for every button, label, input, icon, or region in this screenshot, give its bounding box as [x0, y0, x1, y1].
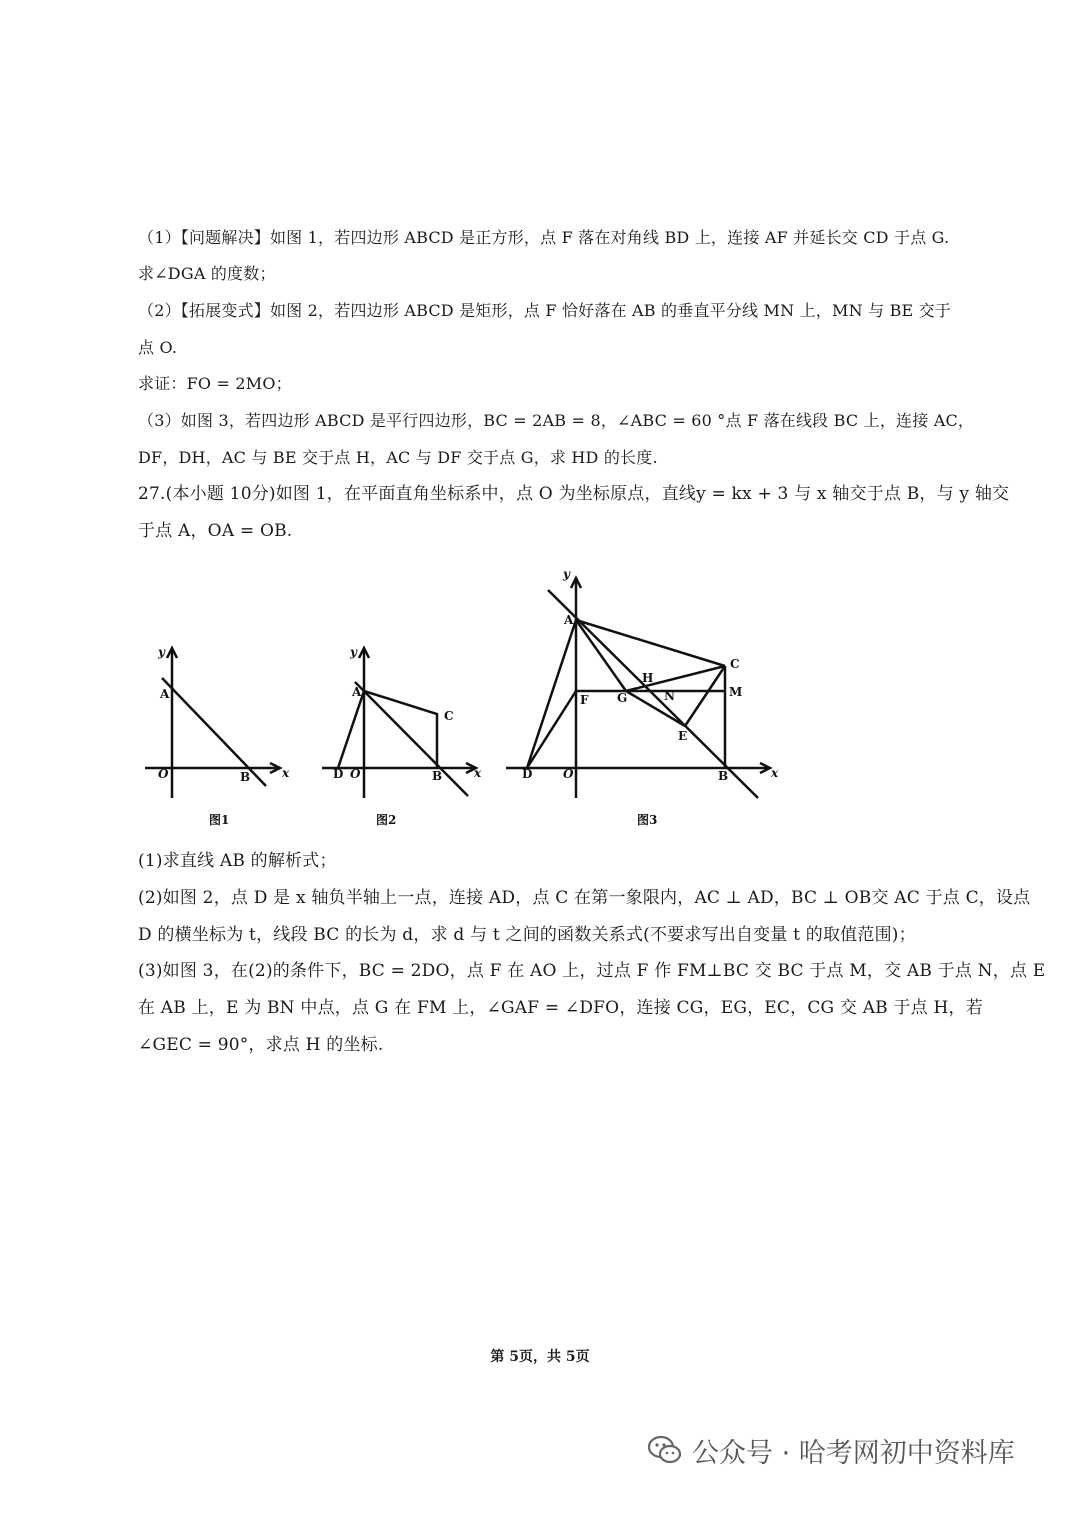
fig3-seg-da	[527, 620, 576, 768]
fig3-label-d: D	[522, 767, 533, 781]
fig3-label-c: C	[730, 657, 740, 671]
fig2-caption: 图2	[376, 813, 397, 827]
fig3-label-h: H	[642, 671, 654, 685]
fig1-line-ab	[162, 678, 266, 786]
fig1-caption: 图1	[209, 813, 230, 827]
fig3-label-g: G	[617, 691, 628, 705]
p26-line-6: （3）如图 3，若四边形 ABCD 是平行四边形，BC = 2AB = 8，∠ABC = 60 °点 F 落在线段 BC 上，连接 AC，	[138, 411, 975, 430]
p27-intro-line-2: 于点 A，OA = OB.	[138, 521, 293, 541]
p27-q1: (1)求直线 AB 的解析式；	[138, 851, 337, 871]
fig2-line-ab	[355, 682, 468, 796]
fig1-label-a: A	[160, 687, 170, 701]
fig3-seg-ag	[576, 620, 626, 691]
p26-line-7: DF，DH，AC 与 BE 交于点 H，AC 与 DF 交于点 G，求 HD 的长度.	[138, 448, 658, 467]
p27-q2-line-1: (2)如图 2，点 D 是 x 轴负半轴上一点，连接 AD，点 C 在第一象限内，AC ⊥ AD，BC ⊥ OB交 AC 于点 C，设点	[138, 888, 1031, 908]
fig3-label-y: y	[563, 567, 570, 581]
p27-q3-line-1: (3)如图 3，在(2)的条件下，BC = 2DO，点 F 在 AO 上，过点 F 作 FM⊥BC 交 BC 于点 M，交 AB 于点 N，点 E	[138, 961, 1046, 981]
fig3-label-e: E	[678, 729, 688, 743]
fig2-label-x: x	[474, 766, 482, 780]
p27-q3-line-3: ∠GEC = 90°，求点 H 的坐标.	[138, 1035, 384, 1055]
p26-line-5: 求证：FO = 2MO；	[138, 374, 292, 393]
fig3-label-a: A	[564, 613, 574, 627]
fig1-label-y: y	[158, 645, 165, 659]
fig2-label-a: A	[352, 685, 362, 699]
fig3-caption: 图3	[637, 813, 658, 827]
p26-line-3: （2）【拓展变式】如图 2，若四边形 ABCD 是矩形，点 F 恰好落在 AB 的垂直平分线 MN 上，MN 与 BE 交于	[138, 301, 952, 320]
p27-q2-line-2: D 的横坐标为 t，线段 BC 的长为 d，求 d 与 t 之间的函数关系式(不要求写出自变量 t 的取值范围)；	[138, 925, 916, 945]
p27-q3-line-2: 在 AB 上，E 为 BN 中点，点 G 在 FM 上，∠GAF = ∠DFO，连接 CG，EG，EC，CG 交 AB 于点 H，若	[138, 998, 983, 1018]
page-footer: 第 5页，共 5页	[490, 1349, 590, 1365]
fig3-label-f: F	[580, 693, 589, 707]
fig3-label-o: O	[563, 767, 574, 781]
watermark	[648, 1430, 1015, 1470]
fig3-seg-ac	[576, 620, 725, 666]
p26-line-2: 求∠DGA 的度数；	[138, 264, 276, 283]
fig1-label-b: B	[240, 770, 251, 784]
fig2-label-y: y	[350, 645, 357, 659]
fig3-label-m: M	[729, 685, 743, 699]
fig1-label-x: x	[282, 766, 290, 780]
fig3-label-x: x	[771, 766, 779, 780]
figures-svg	[0, 560, 1080, 840]
fig3-seg-df	[527, 691, 576, 768]
fig1-label-o: O	[158, 767, 169, 781]
fig2-label-b: B	[432, 769, 443, 783]
fig2-label-d: D	[333, 767, 344, 781]
figures-row	[0, 560, 1080, 840]
fig2-seg-da	[338, 691, 364, 768]
fig2-label-o: O	[350, 767, 361, 781]
watermark-text: 公众号 · 哈考网初中资料库	[692, 1437, 1015, 1469]
fig3-label-n: N	[664, 689, 675, 703]
p26-line-1: （1）【问题解决】如图 1，若四边形 ABCD 是正方形，点 F 落在对角线 BD 上，连接 AF 并延长交 CD 于点 G.	[138, 228, 950, 247]
fig3-label-b: B	[718, 769, 729, 783]
fig2-label-c: C	[444, 709, 454, 723]
figure-2	[322, 648, 476, 798]
wechat-icon	[648, 1435, 682, 1465]
p27-intro-line-1: 27.(本小题 10分)如图 1，在平面直角坐标系中，点 O 为坐标原点，直线y = kx + 3 与 x 轴交于点 B，与 y 轴交	[138, 484, 1010, 504]
p26-line-4: 点 O.	[138, 338, 178, 357]
